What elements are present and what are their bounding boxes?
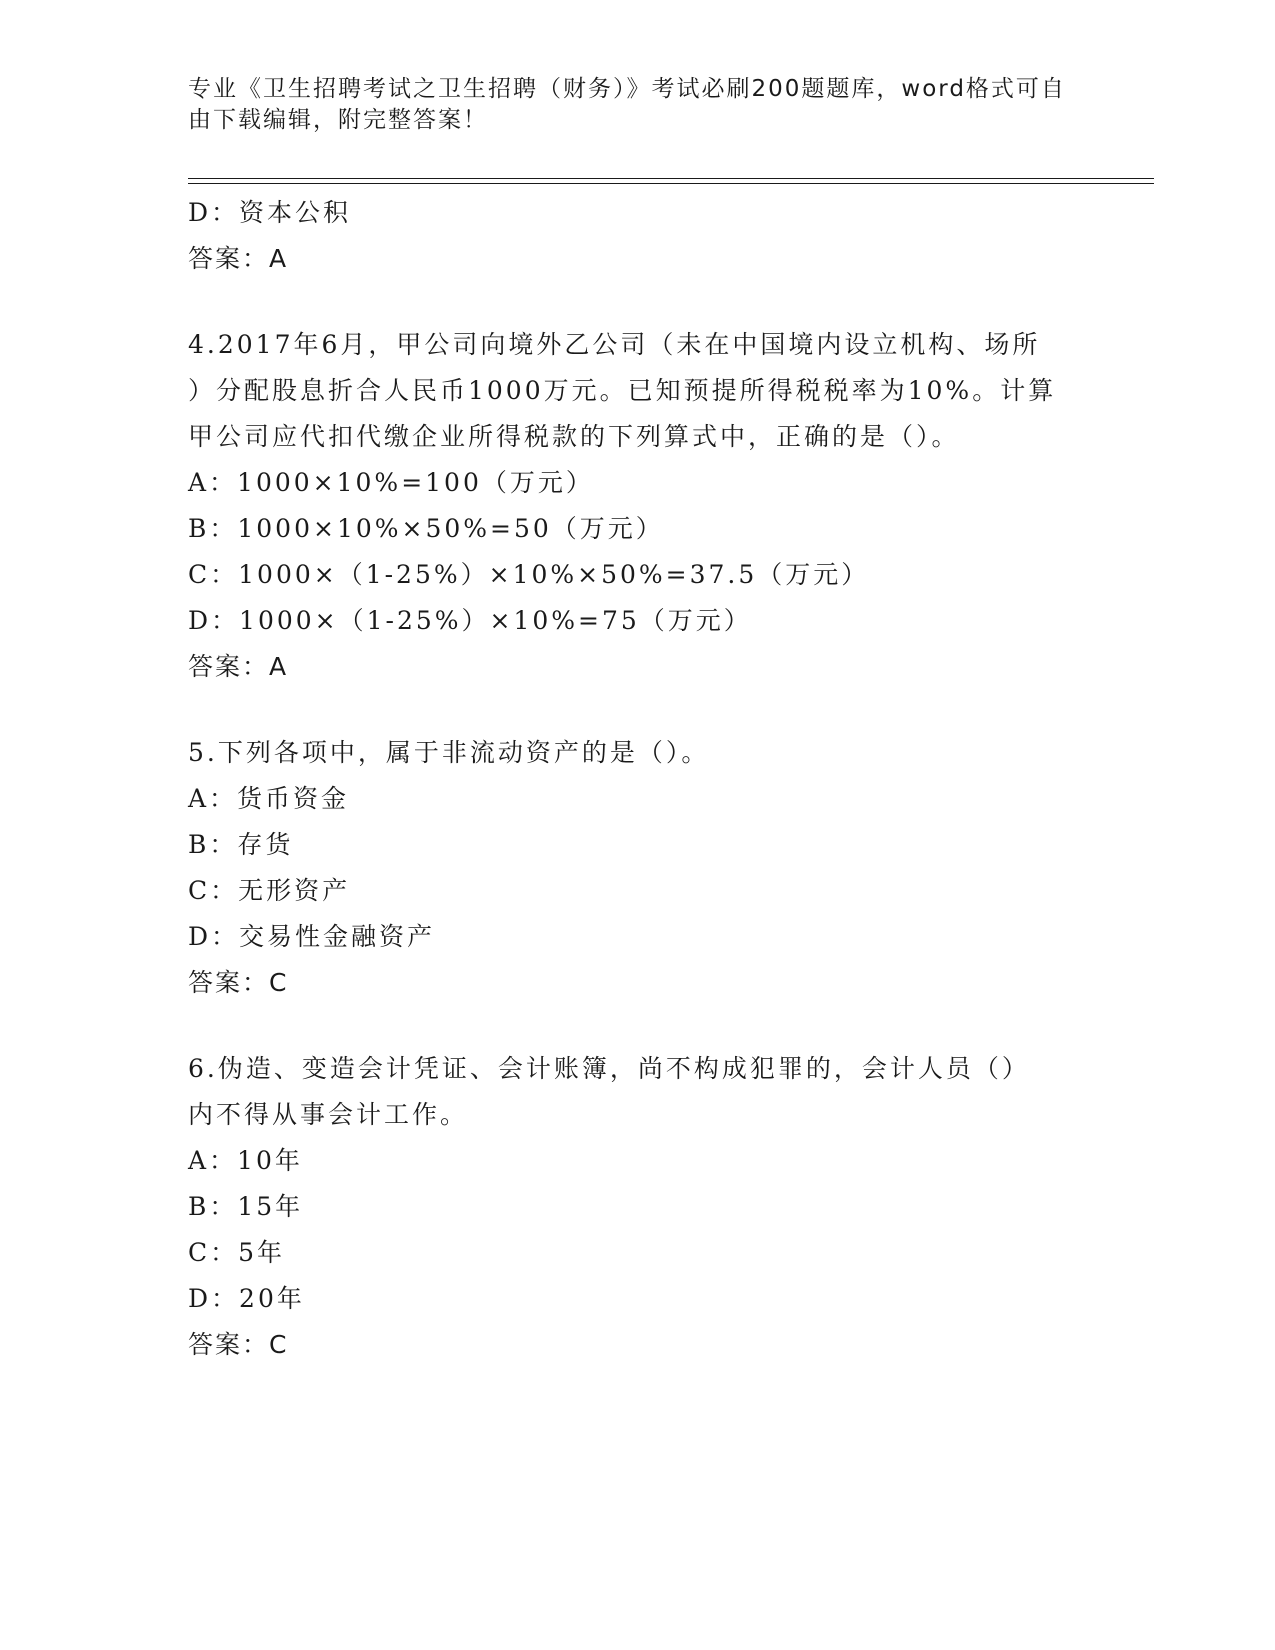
option-a: A：1000×10%=100（万元） xyxy=(188,468,594,497)
option-d: D：20年 xyxy=(188,1284,305,1313)
option-c: C：5年 xyxy=(188,1238,286,1267)
header-divider-bottom xyxy=(188,183,1154,184)
option-b: B：存货 xyxy=(188,830,294,859)
header-divider-top xyxy=(188,178,1154,179)
question-stem-line: 6.伪造、变造会计凭证、会计账簿，尚不构成犯罪的，会计人员（） xyxy=(188,1054,1030,1083)
question-stem-line: 5.下列各项中，属于非流动资产的是（）。 xyxy=(188,738,710,767)
answer-line: 答案：A xyxy=(188,652,289,681)
question-5 xyxy=(188,730,1088,1006)
option-c: C：无形资产 xyxy=(188,876,351,905)
header-line-1: 专业《卫生招聘考试之卫生招聘（财务）》考试必刷200题题库，word格式可自 xyxy=(188,76,1066,102)
option-b: B：1000×10%×50%=50（万元） xyxy=(188,514,664,543)
answer-line: 答案：A xyxy=(188,244,289,273)
question-4 xyxy=(188,322,1088,690)
document-header xyxy=(188,74,1068,136)
option-d: D：交易性金融资产 xyxy=(188,922,436,951)
document-body xyxy=(188,190,1088,1368)
option-d: D：资本公积 xyxy=(188,198,352,227)
option-a: A：10年 xyxy=(188,1146,303,1175)
question-6 xyxy=(188,1046,1088,1368)
option-c: C：1000×（1-25%）×10%×50%=37.5（万元） xyxy=(188,560,870,589)
question-stem-line: 内不得从事会计工作。 xyxy=(188,1100,469,1129)
option-d: D：1000×（1-25%）×10%=75（万元） xyxy=(188,606,752,635)
question-3-tail xyxy=(188,190,1088,282)
question-stem-line: 4.2017年6月，甲公司向境外乙公司（未在中国境内设立机构、场所 xyxy=(188,330,1041,359)
header-line-2: 由下载编辑，附完整答案！ xyxy=(188,107,488,133)
option-b: B：15年 xyxy=(188,1192,304,1221)
answer-line: 答案：C xyxy=(188,968,289,997)
question-stem-line: 甲公司应代扣代缴企业所得税款的下列算式中，正确的是（）。 xyxy=(188,422,960,451)
option-a: A：货币资金 xyxy=(188,784,350,813)
question-stem-line: ）分配股息折合人民币1000万元。已知预提所得税税率为10%。计算 xyxy=(188,376,1057,405)
answer-line: 答案：C xyxy=(188,1330,289,1359)
